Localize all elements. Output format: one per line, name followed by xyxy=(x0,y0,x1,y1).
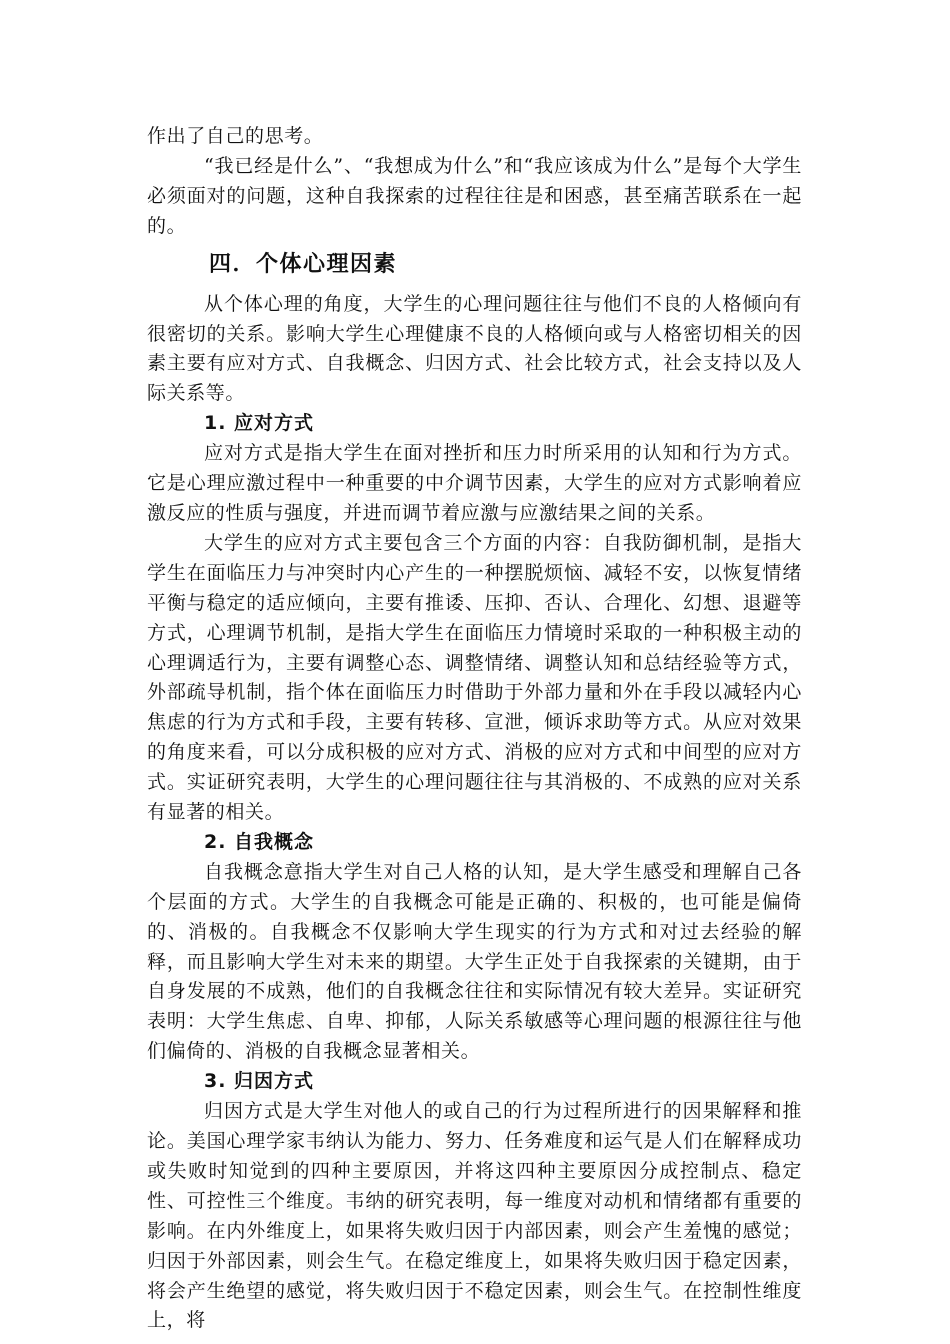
paragraph-self-questions: “我已经是什么”、“我想成为什么”和“我应该成为什么”是每个大学生必须面对的问题，这种自我探索的过程往往是和困惑，甚至痛苦联系在一起的。 xyxy=(147,154,802,237)
subheading-coping-style: 1. 应对方式 xyxy=(204,412,315,435)
document-page xyxy=(147,122,802,1336)
paragraph-coping-definition: 应对方式是指大学生在面对挫折和压力时所采用的认知和行为方式。它是心理应激过程中一种重要的中介调节因素，大学生的应对方式影响着应激反应的性质与强度，并进而调节着应激与应激结果之间的关系。 xyxy=(147,442,802,524)
section-heading-individual-psychology: 四．个体心理因素 xyxy=(209,251,398,277)
paragraph-section-intro: 从个体心理的角度，大学生的心理问题往往与他们不良的人格倾向有很密切的关系。影响大学生心理健康不良的人格倾向或与人格密切相关的因素主要有应对方式、自我概念、归因方式、社会比较方式，社会支持以及人际关系等。 xyxy=(147,292,802,405)
paragraph-self-concept: 自我概念意指大学生对自己人格的认知，是大学生感受和理解自己各个层面的方式。大学生的自我概念可能是正确的、积极的，也可能是偏倚的、消极的。自我概念不仅影响大学生现实的行为方式和对过去经验的解释，而且影响大学生对未来的期望。大学生正处于自我探索的关键期，由于自身发展的不成熟，他们的自我概念往往和实际情况有较大差异。实证研究表明：大学生焦虑、自卑、抑郁，人际关系敏感等心理问题的根源往往与他们偏倚的、消极的自我概念显著相关。 xyxy=(147,860,802,1063)
paragraph-coping-components: 大学生的应对方式主要包含三个方面的内容：自我防御机制，是指大学生在面临压力与冲突时内心产生的一种摆脱烦恼、减轻不安，以恢复情绪平衡与稳定的适应倾向，主要有推诿、压抑、否认、合理化、幻想、退避等方式，心理调节机制，是指大学生在面临压力情境时采取的一种积极主动的心理调适行为，主要有调整心态、调整情绪、调整认知和总结经验等方式，外部疏导机制，指个体在面临压力时借助于外部力量和外在手段以减轻内心焦虑的行为方式和手段，主要有转移、宣泄，倾诉求助等方式。从应对效果的角度来看，可以分成积极的应对方式、消极的应对方式和中间型的应对方式。实证研究表明，大学生的心理问题往往与其消极的、不成熟的应对关系有显著的相关。 xyxy=(147,531,802,824)
paragraph-attribution-style: 归因方式是大学生对他人的或自己的行为过程所进行的因果解释和推论。美国心理学家韦纳认为能力、努力、任务难度和运气是人们在解释成功或失败时知觉到的四种主要原因，并将这四种主要原因分成控制点、稳定性、可控性三个维度。韦纳的研究表明，每一维度对动机和情绪都有重要的影响。在内外维度上，如果将失败归因于内部因素，则会产生羞愧的感觉；归因于外部因素，则会生气。在稳定维度上，如果将失败归因于稳定因素，将会产生绝望的感觉，将失败归因于不稳定因素，则会生气。在控制性维度上，将 xyxy=(147,1100,802,1332)
paragraph-continuation: 作出了自己的思考。 xyxy=(147,125,324,147)
subheading-attribution-style: 3. 归因方式 xyxy=(204,1070,315,1093)
subheading-self-concept: 2. 自我概念 xyxy=(204,830,315,853)
